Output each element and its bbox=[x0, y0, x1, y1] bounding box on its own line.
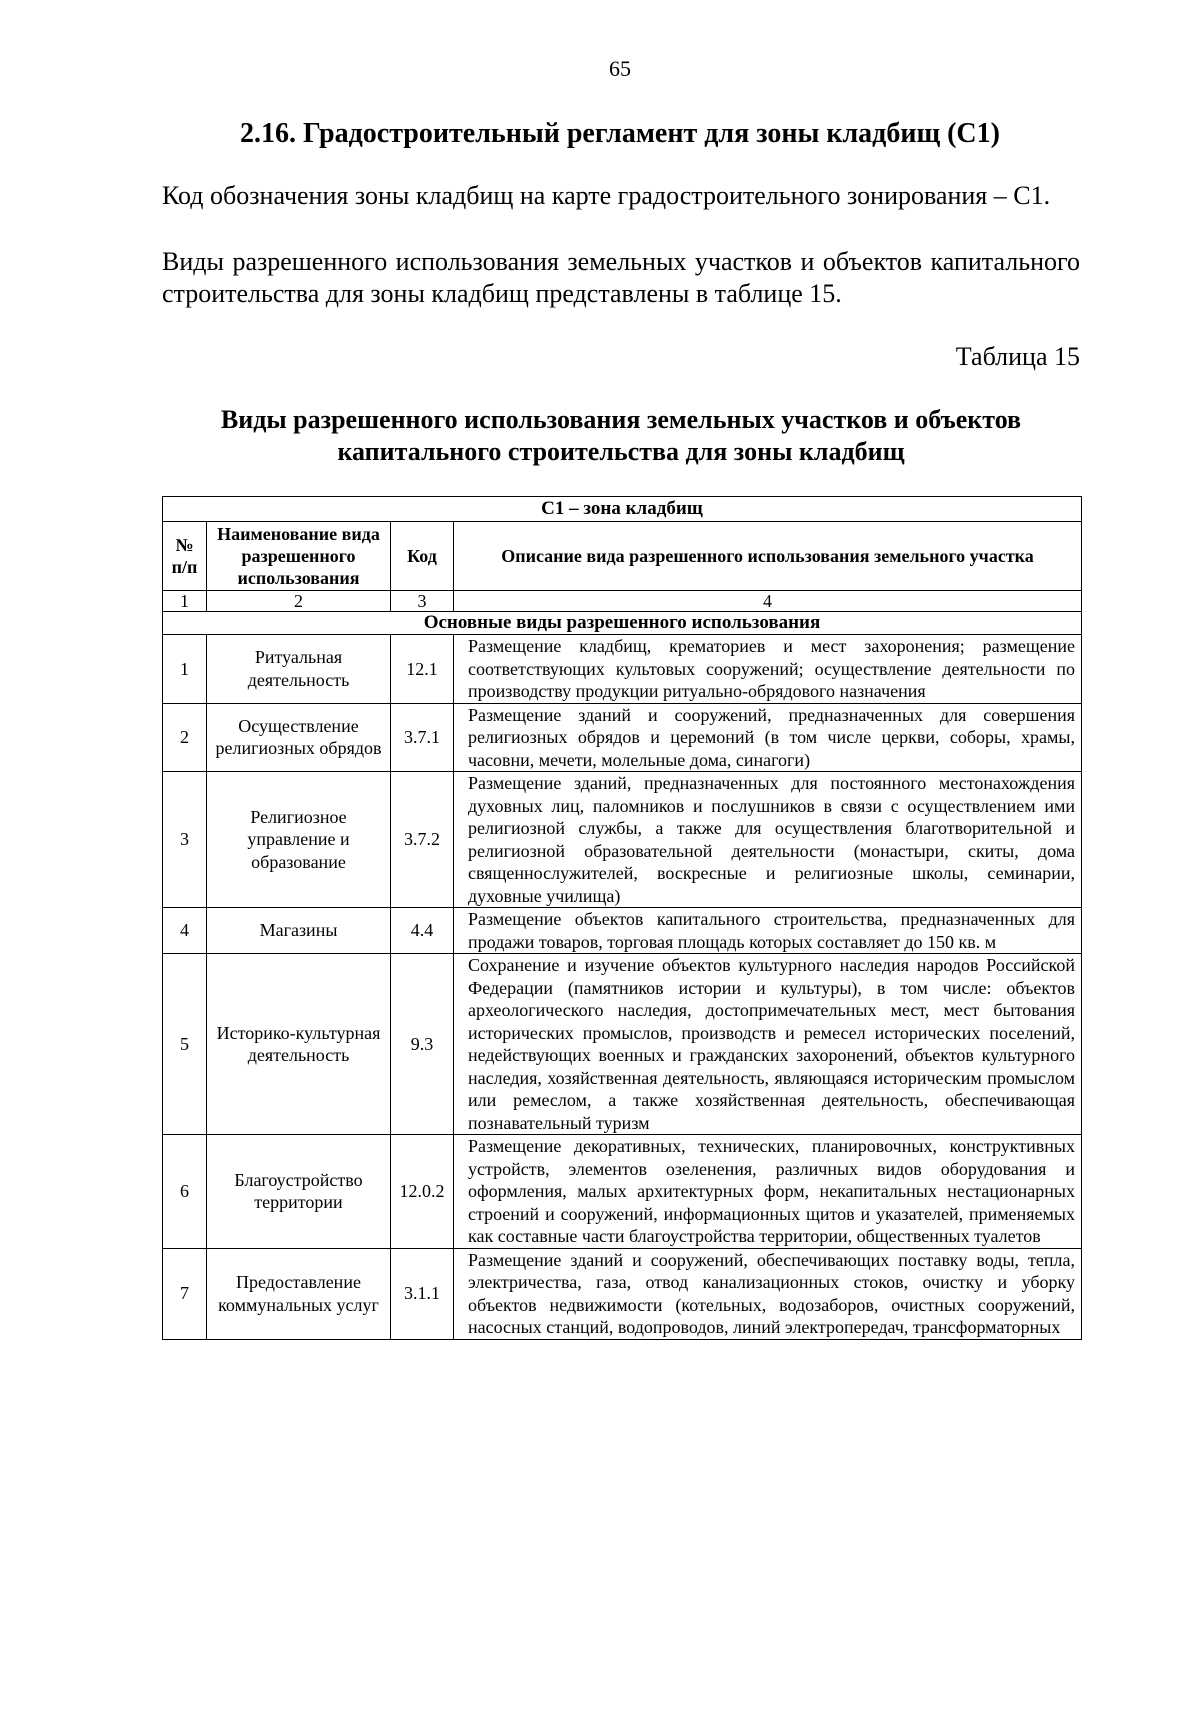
row-code: 12.0.2 bbox=[391, 1135, 454, 1249]
row-code: 4.4 bbox=[391, 908, 454, 954]
table-row bbox=[163, 772, 1082, 908]
row-name: Магазины bbox=[207, 908, 391, 954]
table-row bbox=[163, 703, 1082, 772]
row-description: Размещение кладбищ, крематориев и мест захоронения; размещение соответствующих культовых сооружений; осуществление деятельности по производству продукции ритуально-обрядового назначения bbox=[454, 635, 1082, 704]
row-name: Ритуальная деятельность bbox=[207, 635, 391, 704]
row-description: Размещение декоративных, технических, планировочных, конструктивных устройств, элементов озеленения, различных видов оборудования и оформления, малых архитектурных форм, некапитальных нестационарных строений и сооружений, информационных щитов и указателей, применяемых как составные части благоустройства территории, общественных туалетов bbox=[454, 1135, 1082, 1249]
column-header-description: Описание вида разрешенного использования земельного участка bbox=[454, 522, 1082, 591]
table-row bbox=[163, 954, 1082, 1135]
row-description: Размещение зданий, предназначенных для постоянного местонахождения духовных лиц, паломников и послушников в связи с осуществлением ими религиозной службы, а также для осуществления благотворительной и религиозной образовательной деятельности (монастыри, скиты, дома священнослужителей, воскресные и религиозные школы, семинарии, духовные училища) bbox=[454, 772, 1082, 908]
row-name: Благоустройство территории bbox=[207, 1135, 391, 1249]
table-row bbox=[163, 908, 1082, 954]
table-row bbox=[163, 635, 1082, 704]
row-num: 6 bbox=[163, 1135, 207, 1249]
column-index: 4 bbox=[454, 591, 1082, 612]
permitted-use-table bbox=[162, 496, 1082, 1340]
row-name: Предоставление коммунальных услуг bbox=[207, 1248, 391, 1339]
row-name: Религиозное управление и образование bbox=[207, 772, 391, 908]
section-heading: 2.16. Градостроительный регламент для зоны кладбищ (С1) bbox=[240, 118, 1000, 149]
row-num: 4 bbox=[163, 908, 207, 954]
row-name: Осуществление религиозных обрядов bbox=[207, 703, 391, 772]
zone-header: С1 – зона кладбищ bbox=[163, 497, 1082, 522]
row-num: 1 bbox=[163, 635, 207, 704]
row-num: 3 bbox=[163, 772, 207, 908]
column-header-name: Наименование вида разрешенного использования bbox=[207, 522, 391, 591]
row-code: 9.3 bbox=[391, 954, 454, 1135]
table-title bbox=[162, 404, 1080, 468]
row-num: 2 bbox=[163, 703, 207, 772]
table-caption: Таблица 15 bbox=[955, 342, 1080, 371]
row-num: 5 bbox=[163, 954, 207, 1135]
table-title-line-1: Виды разрешенного использования земельных участков и объектов bbox=[220, 405, 1022, 434]
row-code: 3.7.2 bbox=[391, 772, 454, 908]
row-code: 3.1.1 bbox=[391, 1248, 454, 1339]
zone-code-paragraph: Код обозначения зоны кладбищ на карте градостроительного зонирования – С1. bbox=[162, 181, 1051, 210]
group-header-row bbox=[163, 612, 1082, 635]
column-index: 1 bbox=[163, 591, 207, 612]
row-num: 7 bbox=[163, 1248, 207, 1339]
column-header-code: Код bbox=[391, 522, 454, 591]
group-header: Основные виды разрешенного использования bbox=[163, 612, 1082, 635]
column-index-row bbox=[163, 591, 1082, 612]
permitted-use-paragraph: Виды разрешенного использования земельных участков и объектов капитального строительства для зоны кладбищ представлены в таблице 15. bbox=[162, 247, 1080, 308]
row-description: Размещение объектов капитального строительства, предназначенных для продажи товаров, торговая площадь которых составляет до 150 кв. м bbox=[454, 908, 1082, 954]
table-title-line-2: капитального строительства для зоны кладбищ bbox=[337, 437, 905, 466]
page-number: 65 bbox=[609, 56, 631, 81]
row-name: Историко-культурная деятельность bbox=[207, 954, 391, 1135]
column-index: 3 bbox=[391, 591, 454, 612]
row-code: 3.7.1 bbox=[391, 703, 454, 772]
row-code: 12.1 bbox=[391, 635, 454, 704]
column-header-num: № п/п bbox=[163, 522, 207, 591]
row-description: Размещение зданий и сооружений, обеспечивающих поставку воды, тепла, электричества, газа, отвод канализационных стоков, очистку и уборку объектов недвижимости (котельных, водозаборов, очистных сооружений, насосных станций, водопроводов, линий электропередач, трансформаторных bbox=[454, 1248, 1082, 1339]
row-description: Сохранение и изучение объектов культурного наследия народов Российской Федерации (памятников истории и культуры), в том числе: объектов археологического наследия, достопримечательных мест, мест бытования исторических промыслов, производств и ремесел исторических поселений, недействующих военных и гражданских захоронений, объектов культурного наследия, хозяйственная деятельность, являющаяся историческим промыслом или ремеслом, а также хозяйственная деятельность, обеспечивающая познавательный туризм bbox=[454, 954, 1082, 1135]
table-row bbox=[163, 1135, 1082, 1249]
column-index: 2 bbox=[207, 591, 391, 612]
table-row bbox=[163, 1248, 1082, 1339]
zone-header-row bbox=[163, 497, 1082, 522]
column-header-row bbox=[163, 522, 1082, 591]
row-description: Размещение зданий и сооружений, предназначенных для совершения религиозных обрядов и церемоний (в том числе церкви, соборы, храмы, часовни, мечети, молельные дома, синагоги) bbox=[454, 703, 1082, 772]
